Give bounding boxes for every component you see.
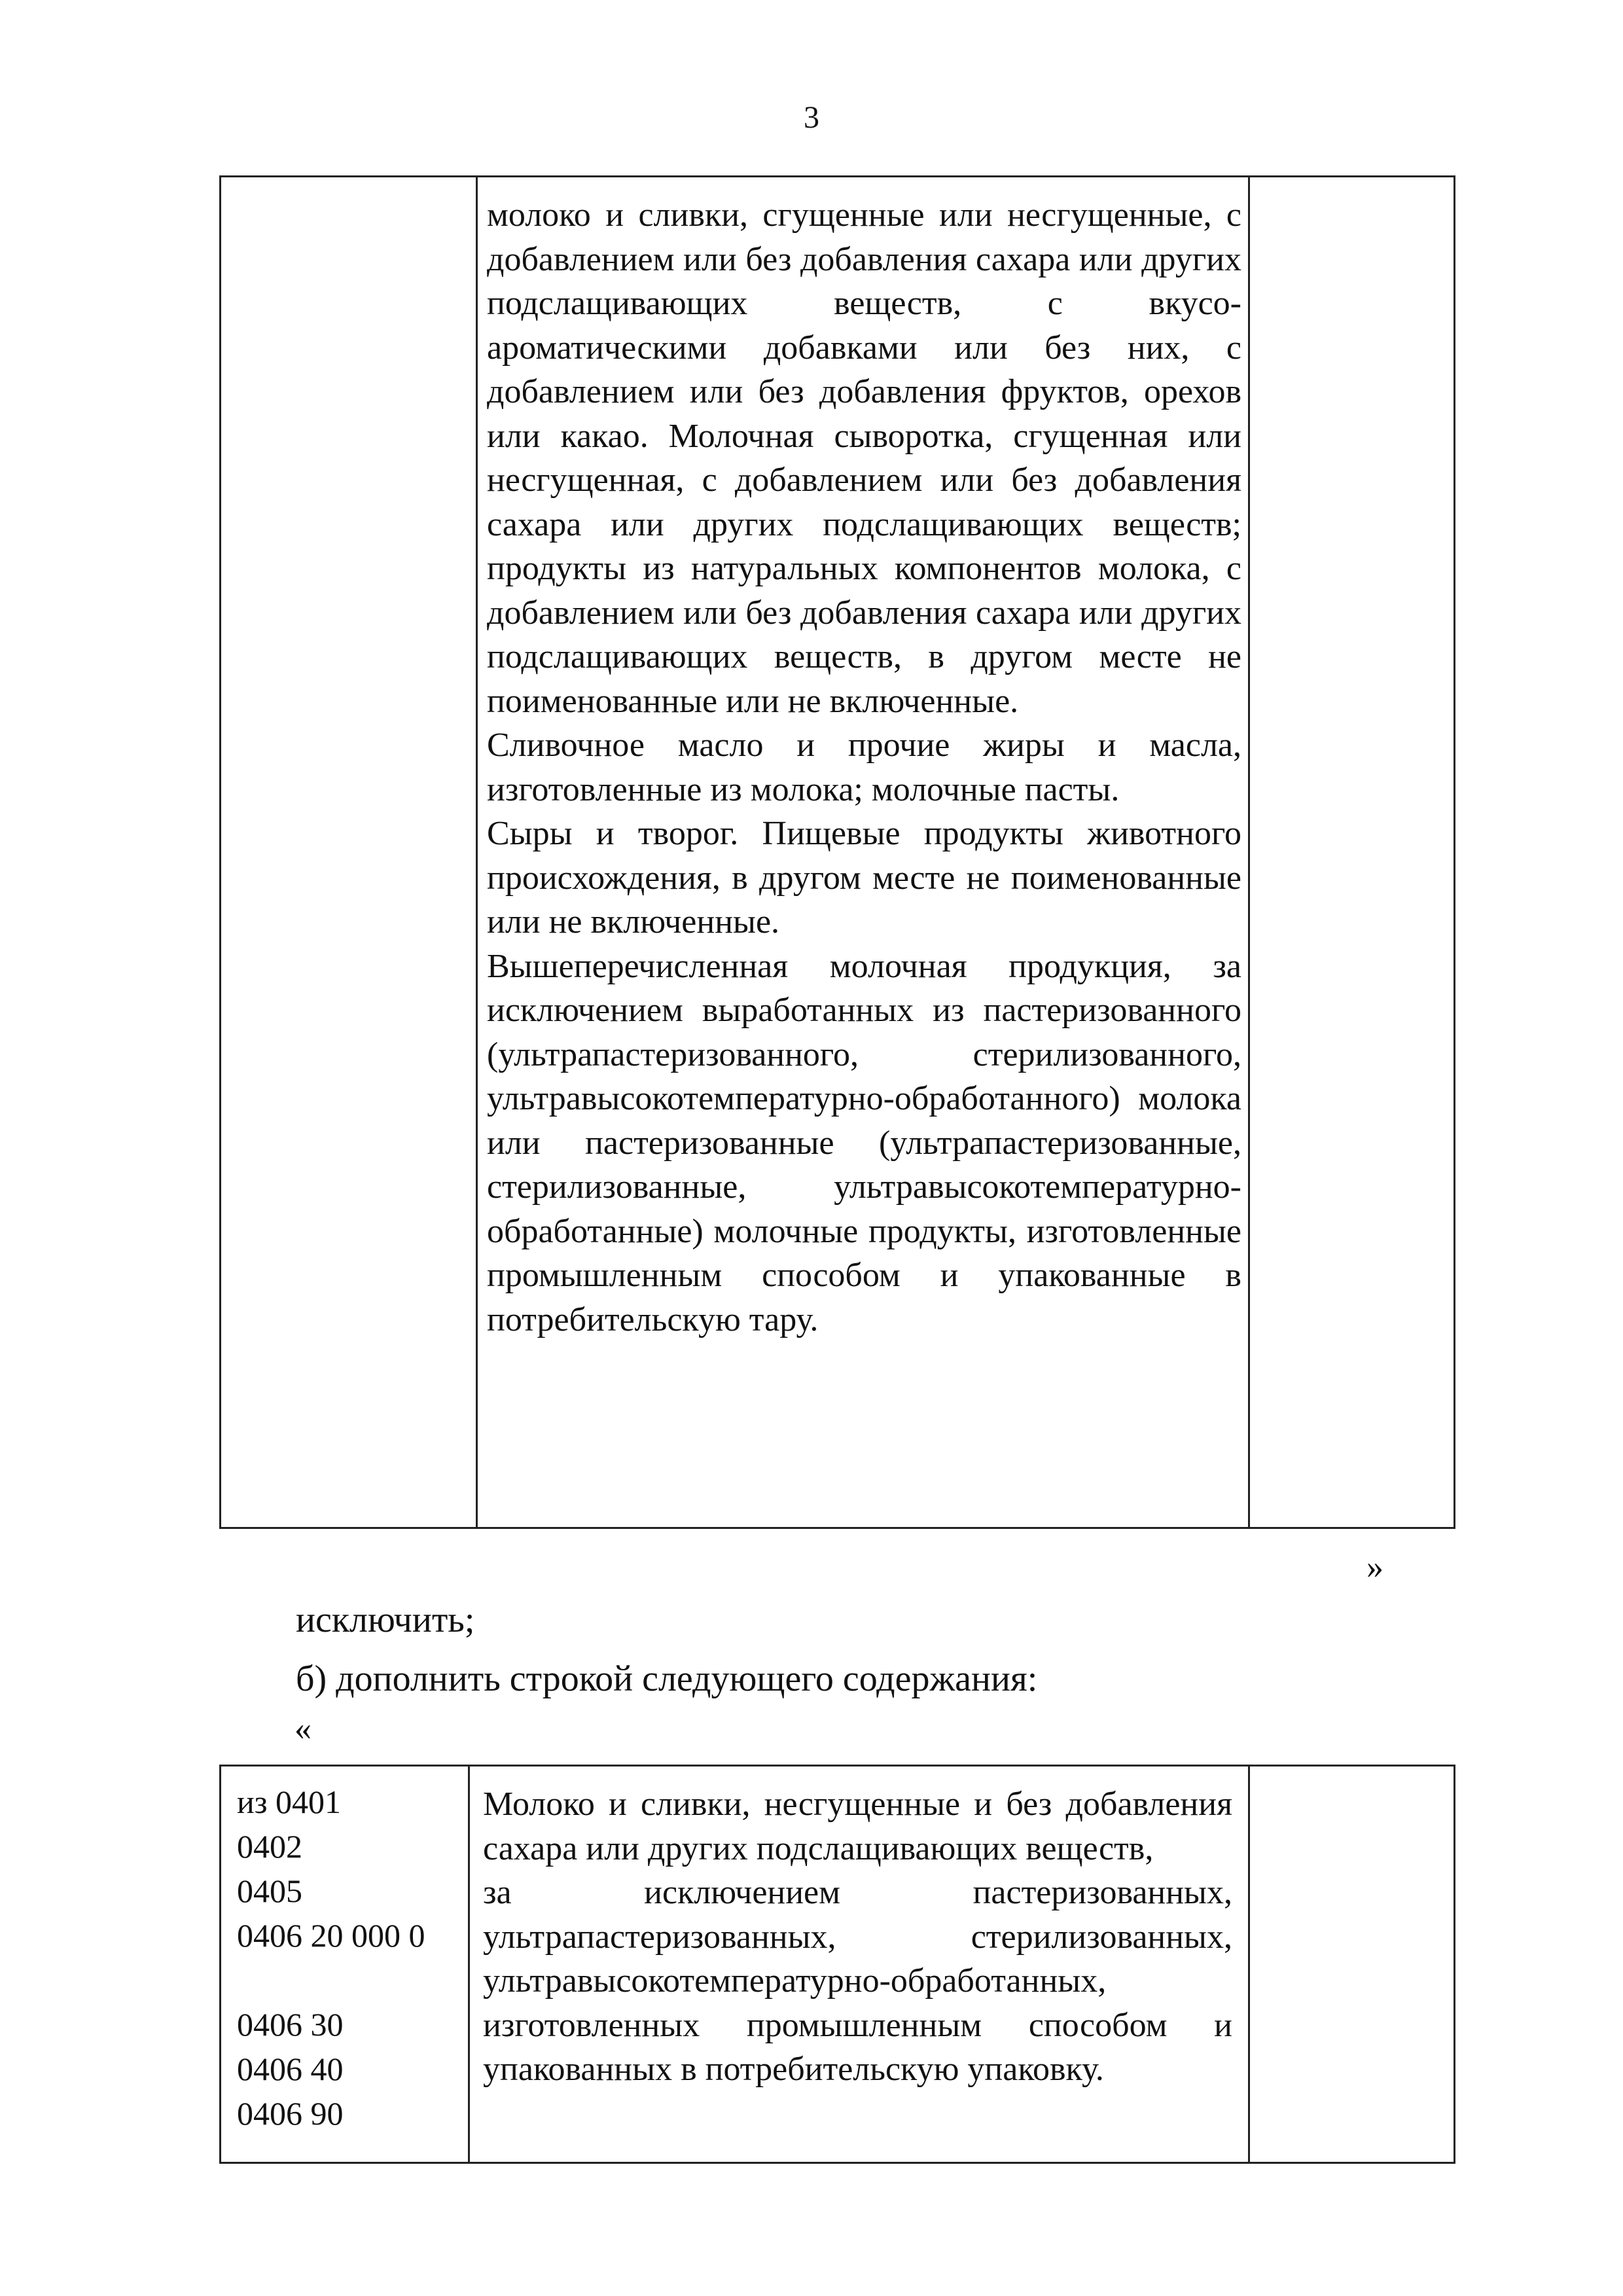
description-paragraph: Сливочное масло и прочие жиры и масла, изготовленные из молока; молочные пасты. — [487, 726, 1241, 808]
commodity-codes: из 0401 0402 0405 0406 20 000 0 0406 30 0406 40 0406 90 — [237, 1784, 425, 2132]
description-paragraph: Сыры и творог. Пищевые продукты животного происхождения, в другом месте не поименованные или не включенные. — [487, 815, 1241, 941]
note-cell — [1249, 177, 1455, 1528]
product-description — [478, 177, 1248, 1342]
description-paragraph: за исключением пастеризованных, ультрапастеризованных, стерилизованных, ультравысокотемпературно-обработанных, изготовленных промышленным способом и упакованных в потребительскую упаковку. — [483, 1874, 1232, 2088]
commodity-codes — [221, 177, 476, 190]
product-description — [470, 1767, 1248, 2092]
add-row-instruction: б) дополнить строкой следующего содержания: — [296, 1659, 1038, 1699]
table-row — [221, 1766, 1455, 2163]
description-paragraph: Вышеперечисленная молочная продукция, за исключением выработанных из пастеризованного (ультрапастеризованного, стерилизованного, ультравысокотемпературно-обработанного) молока или пастеризованные (ультрапастеризованные, стерилизованные, ультравысокотемпературно-обработанные) молочные продукты, изготовленные промышленным способом и упакованные в потребительскую тару. — [487, 947, 1241, 1338]
excluded-row-table — [219, 175, 1455, 1529]
description-paragraph: Молоко и сливки, несгущенные и без добавления сахара или других подслащивающих веществ, — [483, 1785, 1232, 1867]
description-paragraph: молоко и сливки, сгущенные или несгущенные, с добавлением или без добавления сахара или других подслащивающих веществ, с вкусо-ароматическими добавками или без них, с добавлением или без добавления фруктов, орехов или какао. Молочная сыворотка, сгущенная или несгущенная, с добавлением или без добавления сахара или других подслащивающих веществ; продукты из натуральных компонентов молока, с добавлением или без добавления сахара или других подслащивающих веществ, в другом месте не поименованные или не включенные. — [487, 196, 1241, 720]
exclude-instruction: исключить; — [296, 1600, 475, 1640]
note-cell — [1249, 1766, 1455, 2163]
code-cell — [221, 1766, 469, 2163]
closing-quote: » — [1366, 1549, 1383, 1586]
opening-quote: « — [294, 1710, 312, 1748]
table-row — [221, 177, 1455, 1528]
code-cell — [221, 177, 477, 1528]
page-number: 3 — [804, 100, 819, 135]
description-cell — [469, 1766, 1249, 2163]
added-row-table — [219, 1765, 1455, 2164]
description-cell — [477, 177, 1249, 1528]
